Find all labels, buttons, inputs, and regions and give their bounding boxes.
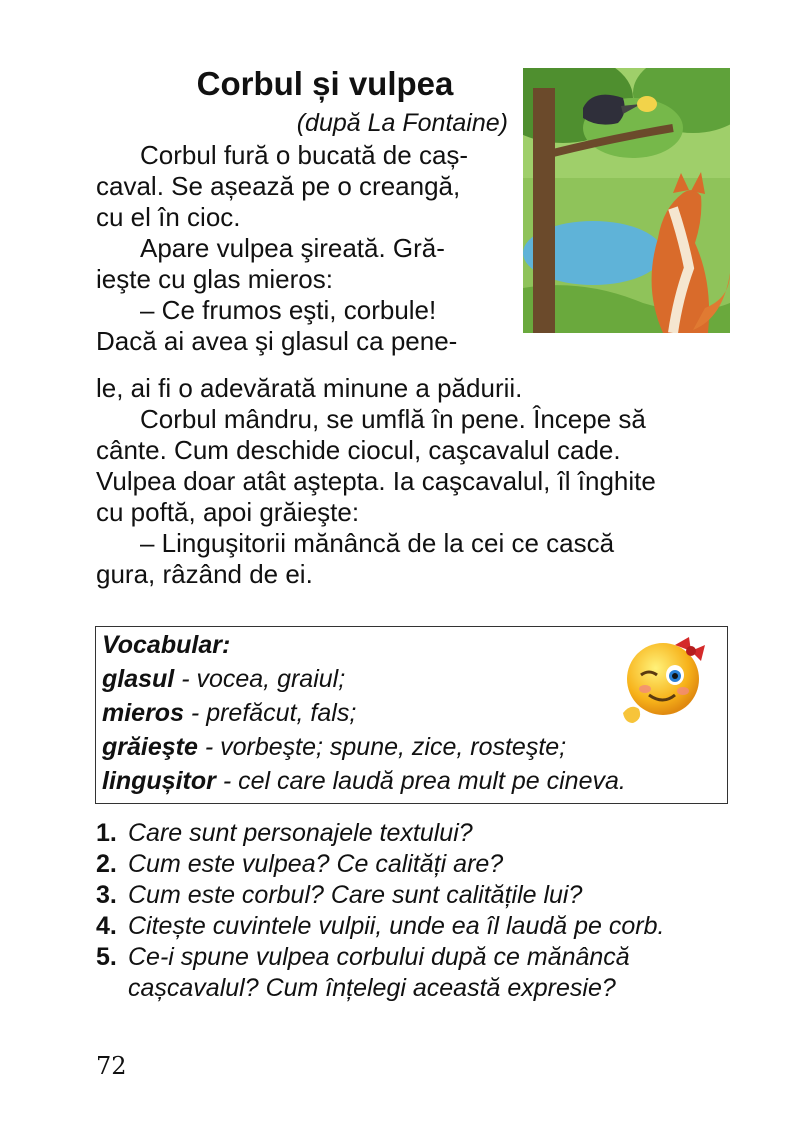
vocabulary-definition: - cel care laudă prea mult pe cineva. xyxy=(215,767,626,795)
question-item xyxy=(96,818,736,849)
vocabulary-term: mieros xyxy=(102,699,184,727)
question-list xyxy=(96,818,736,1004)
question-item xyxy=(96,880,736,911)
vocabulary-entry xyxy=(102,730,727,764)
story-line: cu el în cioc. xyxy=(96,202,241,232)
author-attribution: (după La Fontaine) xyxy=(296,109,508,137)
story-line: – Linguşitorii mănâncă de la cei ce cască xyxy=(140,528,615,558)
vocabulary-definition: - vorbeşte; spune, zice, rosteşte; xyxy=(197,733,567,761)
question-item xyxy=(96,911,736,942)
story-line: cu poftă, apoi grăieşte: xyxy=(96,497,360,527)
vocabulary-term: lingușitor xyxy=(102,767,216,795)
vocabulary-term: glasul xyxy=(102,665,175,693)
story-line: cânte. Cum deschide ciocul, caşcavalul cade. xyxy=(96,435,621,465)
story-text-narrow xyxy=(96,140,508,357)
story-line: – Ce frumos eşti, corbule! xyxy=(140,295,437,325)
story-line: Apare vulpea şireată. Gră- xyxy=(140,233,445,263)
vocabulary-term: grăieşte xyxy=(102,733,198,761)
story-line: Dacă ai avea şi glasul ca pene- xyxy=(96,326,458,356)
question-number: 5. xyxy=(96,943,117,971)
question-number: 4. xyxy=(96,912,117,940)
vocabulary-entry xyxy=(102,764,727,798)
vocabulary-box xyxy=(95,626,728,804)
question-text: Citește cuvintele vulpii, unde ea îl laudă pe corb. xyxy=(128,912,665,940)
story-line: Vulpea doar atât aştepta. Ia caşcavalul, îl înghite xyxy=(96,466,656,496)
question-number: 3. xyxy=(96,881,117,909)
question-item xyxy=(96,849,736,880)
story-line: gura, râzând de ei. xyxy=(96,559,313,589)
story-line: Corbul mândru, se umflă în pene. Începe să xyxy=(140,404,646,434)
story-line: Corbul fură o bucată de caș- xyxy=(140,140,469,170)
question-text: Ce-i spune vulpea corbului după ce mănâncă cașcavalul? Cum înțelegi această expresie? xyxy=(128,943,630,1002)
story-line: caval. Se așează pe o creangă, xyxy=(96,171,461,201)
crow-and-fox-illustration xyxy=(523,68,730,333)
story-line: ieşte cu glas mieros: xyxy=(96,264,333,294)
vocabulary-definition: - vocea, graiul; xyxy=(174,665,346,693)
question-number: 1. xyxy=(96,819,117,847)
vocabulary-definition: - prefăcut, fals; xyxy=(183,699,357,727)
question-item xyxy=(96,942,736,1004)
vocabulary-heading: Vocabular: xyxy=(102,631,231,659)
story-line: le, ai fi o adevărată minune a pădurii. xyxy=(96,373,523,403)
story-text-wide xyxy=(96,373,729,590)
question-text: Care sunt personajele textului? xyxy=(128,819,473,847)
winking-smiley-icon xyxy=(617,635,709,727)
question-number: 2. xyxy=(96,850,117,878)
page-number: 72 xyxy=(96,1052,127,1080)
question-text: Cum este vulpea? Ce calități are? xyxy=(128,850,504,878)
question-text: Cum este corbul? Care sunt calitățile lui? xyxy=(128,881,583,909)
page-title: Corbul și vulpea xyxy=(196,65,454,102)
